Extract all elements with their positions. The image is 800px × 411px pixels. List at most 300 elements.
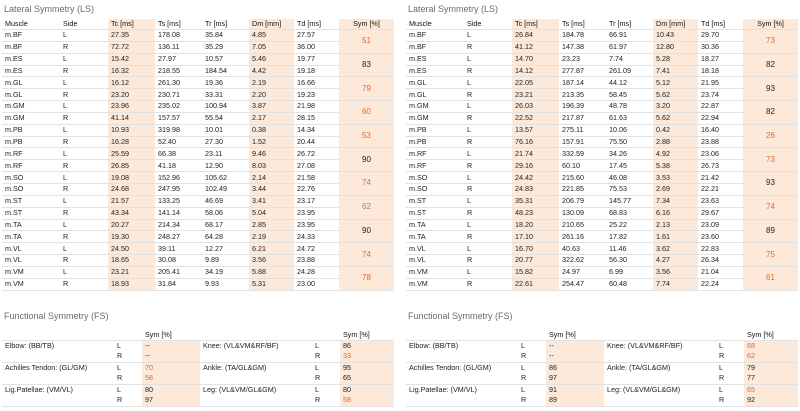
cell-dm: 4.27 — [653, 255, 698, 267]
fs-sym-value: 77 — [744, 373, 798, 384]
sym-value: 78 — [339, 266, 394, 290]
cell-muscle: m.TA — [409, 231, 426, 241]
header-dm: Dm [mm] — [653, 19, 698, 30]
cell-tr: 7.74 — [609, 54, 623, 64]
fs-row — [406, 340, 798, 351]
cell-muscle: m.PB — [409, 125, 427, 135]
lateral-symmetry-title: Lateral Symmetry (LS) — [408, 4, 499, 14]
cell-dm: 7.34 — [653, 195, 698, 207]
fs-sym-value: 91 — [546, 384, 604, 395]
functional-symmetry-title: Functional Symmetry (FS) — [408, 310, 513, 321]
cell-td: 22.83 — [701, 243, 719, 253]
cell-side: R — [467, 160, 473, 170]
fs-sym-value: 92 — [744, 395, 798, 406]
fs-sym-value: 79 — [744, 362, 798, 373]
cell-dm: 5.04 — [249, 207, 294, 219]
fs-row — [2, 395, 394, 406]
fs-row — [406, 395, 798, 406]
sym-value: 75 — [743, 243, 798, 267]
cell-ts: 319.98 — [158, 125, 180, 135]
table-row — [2, 219, 394, 231]
table-row — [2, 243, 394, 255]
fs-label: Leg: (VL&VM/GL&GM) — [200, 384, 312, 395]
header-side: Side — [467, 19, 482, 28]
cell-td: 22.94 — [701, 113, 719, 123]
sym-value: 26 — [743, 124, 798, 148]
header-tr: Tr [ms] — [609, 19, 632, 28]
cell-muscle: m.ES — [5, 54, 23, 64]
sym-value: 51 — [339, 30, 394, 54]
cell-td: 23.88 — [701, 137, 719, 147]
cell-tc: 21.74 — [512, 148, 559, 160]
cell-side: L — [63, 125, 67, 135]
cell-td: 16.66 — [297, 77, 315, 87]
cell-tc: 23.96 — [108, 101, 155, 113]
cell-tr: 23.11 — [205, 148, 223, 158]
cell-side: L — [63, 196, 67, 206]
sym-value: 62 — [339, 195, 394, 219]
cell-td: 19.77 — [297, 54, 315, 64]
cell-tr: 35.29 — [205, 42, 223, 52]
cell-muscle: m.ES — [5, 65, 23, 75]
cell-tr: 9.89 — [205, 255, 219, 265]
cell-tr: 11.46 — [609, 243, 627, 253]
fs-side: L — [312, 384, 340, 395]
cell-dm: 2.19 — [249, 77, 294, 89]
cell-td: 28.15 — [297, 113, 315, 123]
fs-side: L — [114, 362, 142, 373]
cell-dm: 12.80 — [653, 41, 698, 53]
fs-label — [406, 373, 518, 384]
cell-ts: 221.85 — [562, 184, 584, 194]
fs-header-sym: Sym [%] — [145, 329, 172, 339]
cell-dm: 0.38 — [249, 124, 294, 136]
cell-ts: 210.65 — [562, 219, 584, 229]
cell-muscle: m.SO — [5, 184, 24, 194]
cell-tr: 19.36 — [205, 77, 223, 87]
table-row — [2, 148, 394, 160]
cell-muscle: m.GM — [5, 101, 25, 111]
cell-ts: 215.60 — [562, 172, 584, 182]
cell-td: 23.00 — [297, 279, 315, 289]
cell-ts: 206.79 — [562, 196, 584, 206]
cell-muscle: m.SO — [409, 172, 428, 182]
cell-td: 24.28 — [297, 267, 315, 277]
cell-dm: 10.43 — [653, 30, 698, 42]
cell-ts: 41.18 — [158, 160, 176, 170]
cell-dm: 5.88 — [249, 266, 294, 278]
cell-ts: 235.02 — [158, 101, 180, 111]
cell-dm: 2.13 — [653, 219, 698, 231]
cell-dm: 2.85 — [249, 219, 294, 231]
cell-muscle: m.ST — [409, 196, 427, 206]
fs-side: R — [315, 373, 321, 383]
cell-tc: 24.68 — [108, 183, 155, 195]
sym-value: 60 — [339, 101, 394, 125]
cell-ts: 60.10 — [562, 160, 580, 170]
cell-side: L — [467, 30, 471, 40]
cell-muscle: m.TA — [5, 219, 22, 229]
cell-td: 24.72 — [297, 243, 315, 253]
table-row — [406, 183, 798, 195]
fs-row — [406, 384, 798, 395]
fs-sym-value: 65 — [744, 384, 798, 395]
fs-header-sym: Sym [%] — [343, 329, 370, 339]
cell-td: 23.63 — [701, 196, 719, 206]
cell-tr: 261.09 — [609, 65, 631, 75]
table-row — [2, 41, 394, 53]
table-row — [406, 172, 798, 184]
cell-dm: 5.62 — [653, 89, 698, 101]
cell-ts: 40.63 — [562, 243, 580, 253]
header-ts: Ts [ms] — [158, 19, 181, 28]
cell-side: R — [63, 160, 69, 170]
table-row — [406, 53, 798, 65]
fs-row — [2, 362, 394, 373]
cell-td: 23.74 — [701, 89, 719, 99]
fs-header-sym: Sym [%] — [747, 329, 774, 339]
cell-muscle: m.ES — [409, 54, 427, 64]
cell-side: R — [63, 65, 69, 75]
cell-tr: 17.45 — [609, 160, 627, 170]
fs-side: L — [716, 362, 744, 373]
cell-side: L — [63, 148, 67, 158]
cell-tc: 25.59 — [108, 148, 155, 160]
table-row — [406, 266, 798, 278]
cell-tc: 24.83 — [512, 183, 559, 195]
cell-dm: 6.16 — [653, 207, 698, 219]
fs-label: Knee: (VL&VM&RF/BF) — [200, 340, 312, 351]
cell-tc: 41.14 — [108, 112, 155, 124]
fs-label — [604, 351, 716, 362]
cell-td: 21.42 — [701, 172, 719, 182]
cell-tc: 14.12 — [512, 65, 559, 77]
cell-ts: 30.08 — [158, 255, 176, 265]
lateral-symmetry-table — [2, 19, 394, 291]
fs-side: L — [518, 362, 546, 373]
cell-tr: 68.17 — [205, 219, 223, 229]
fs-side: R — [521, 351, 527, 361]
cell-side: L — [63, 54, 67, 64]
fs-side: R — [518, 395, 546, 406]
table-row — [406, 231, 798, 243]
fs-sym-value: 97 — [142, 395, 200, 406]
cell-dm: 2.20 — [249, 89, 294, 101]
cell-td: 26.34 — [701, 255, 719, 265]
cell-dm: 4.92 — [653, 148, 698, 160]
cell-dm: 3.62 — [653, 243, 698, 255]
cell-tr: 12.27 — [205, 243, 223, 253]
cell-tr: 44.12 — [609, 77, 627, 87]
cell-tr: 10.57 — [205, 54, 223, 64]
cell-dm: 5.28 — [653, 53, 698, 65]
cell-ts: 31.84 — [158, 279, 176, 289]
table-header-row — [2, 19, 394, 30]
header-ts: Ts [ms] — [562, 19, 585, 28]
sym-value: 53 — [339, 124, 394, 148]
table-row — [406, 41, 798, 53]
header-td: Td [ms] — [701, 19, 725, 28]
cell-dm: 2.17 — [249, 112, 294, 124]
cell-muscle: m.ST — [409, 208, 427, 218]
cell-muscle: m.BF — [5, 30, 23, 40]
cell-muscle: m.ST — [5, 208, 23, 218]
cell-muscle: m.PB — [409, 137, 427, 147]
fs-row — [406, 351, 798, 362]
cell-td: 21.98 — [297, 101, 315, 111]
cell-td: 22.87 — [701, 101, 719, 111]
cell-dm: 2.88 — [653, 136, 698, 148]
cell-side: R — [63, 113, 69, 123]
cell-ts: 277.87 — [562, 65, 584, 75]
table-row — [406, 136, 798, 148]
sym-value: 61 — [743, 266, 798, 290]
cell-tc: 15.42 — [108, 53, 155, 65]
fs-label: Lig.Patellae: (VM/VL) — [2, 384, 114, 395]
table-row — [2, 124, 394, 136]
cell-side: R — [63, 137, 69, 147]
cell-tc: 24.42 — [512, 172, 559, 184]
cell-dm: 5.46 — [249, 53, 294, 65]
cell-tr: 58.45 — [609, 89, 627, 99]
cell-tc: 21.57 — [108, 195, 155, 207]
fs-sym-value: 68 — [744, 340, 798, 351]
cell-td: 21.58 — [297, 172, 315, 182]
cell-tr: 27.30 — [205, 137, 223, 147]
cell-tr: 6.99 — [609, 267, 623, 277]
cell-ts: 322.62 — [562, 255, 584, 265]
sym-value: 74 — [339, 243, 394, 267]
cell-side: L — [467, 54, 471, 64]
fs-side: R — [312, 395, 340, 406]
cell-tr: 75.50 — [609, 137, 627, 147]
fs-label — [2, 351, 114, 362]
cell-ts: 147.38 — [562, 42, 584, 52]
fs-side: L — [114, 384, 142, 395]
cell-side: L — [467, 77, 471, 87]
cell-tc: 16.32 — [108, 65, 155, 77]
sym-value: 90 — [339, 219, 394, 243]
table-row — [2, 30, 394, 42]
cell-muscle: m.GL — [409, 89, 427, 99]
cell-ts: 136.11 — [158, 42, 180, 52]
cell-tc: 76.16 — [512, 136, 559, 148]
cell-tr: 46.08 — [609, 172, 627, 182]
cell-muscle: m.TA — [409, 219, 426, 229]
fs-row — [2, 351, 394, 362]
cell-muscle: m.BF — [409, 30, 427, 40]
table-row — [406, 278, 798, 290]
cell-side: R — [63, 255, 69, 265]
table-row — [2, 101, 394, 113]
fs-label — [604, 395, 716, 406]
cell-tr: 102.49 — [205, 184, 227, 194]
cell-tc: 43.34 — [108, 207, 155, 219]
sym-value: 82 — [743, 101, 798, 125]
cell-td: 22.76 — [297, 184, 315, 194]
cell-tr: 55.54 — [205, 113, 223, 123]
table-row — [406, 219, 798, 231]
cell-td: 20.44 — [297, 137, 315, 147]
fs-side: R — [719, 373, 725, 383]
cell-muscle: m.BF — [5, 42, 23, 52]
fs-label: Elbow: (BB/TB) — [2, 340, 114, 351]
fs-side: L — [312, 340, 340, 351]
cell-td: 23.09 — [701, 219, 719, 229]
cell-ts: 27.97 — [158, 54, 176, 64]
header-sym: Sym [%] — [743, 19, 798, 30]
fs-sym-value: -- — [546, 351, 604, 362]
cell-tc: 16.28 — [108, 136, 155, 148]
table-row — [2, 278, 394, 290]
cell-muscle: m.VM — [5, 267, 24, 277]
cell-td: 18.18 — [701, 65, 719, 75]
cell-muscle: m.RF — [409, 148, 427, 158]
cell-tc: 24.50 — [108, 243, 155, 255]
cell-muscle: m.GL — [5, 89, 23, 99]
cell-side: L — [467, 196, 471, 206]
cell-tr: 58.06 — [205, 208, 223, 218]
table-row — [406, 89, 798, 101]
cell-side: L — [63, 172, 67, 182]
header-muscle: Muscle — [5, 19, 28, 28]
cell-ts: 130.09 — [562, 208, 584, 218]
table-row — [2, 172, 394, 184]
fs-sym-value: 97 — [546, 373, 604, 384]
cell-muscle: m.GM — [409, 101, 429, 111]
cell-ts: 157.91 — [562, 137, 584, 147]
cell-td: 29.67 — [701, 208, 719, 218]
cell-tr: 25.22 — [609, 219, 627, 229]
header-td: Td [ms] — [297, 19, 321, 28]
cell-tc: 16.12 — [108, 77, 155, 89]
cell-dm: 6.21 — [249, 243, 294, 255]
cell-tc: 19.08 — [108, 172, 155, 184]
cell-td: 23.95 — [297, 219, 315, 229]
cell-td: 19.18 — [297, 65, 315, 75]
cell-tr: 64.28 — [205, 231, 223, 241]
fs-sym-value: -- — [142, 351, 200, 362]
table-row — [406, 195, 798, 207]
cell-side: L — [467, 267, 471, 277]
cell-muscle: m.SO — [409, 184, 428, 194]
table-row — [406, 30, 798, 42]
fs-side: L — [114, 340, 142, 351]
cell-side: L — [63, 243, 67, 253]
cell-td: 23.60 — [701, 231, 719, 241]
table-row — [406, 160, 798, 172]
fs-header-row — [2, 329, 394, 341]
fs-label — [406, 351, 518, 362]
cell-tc: 18.20 — [512, 219, 559, 231]
table-row — [406, 255, 798, 267]
cell-side: R — [63, 231, 69, 241]
fs-label: Knee: (VL&VM&RF/BF) — [604, 340, 716, 351]
cell-tr: 9.93 — [205, 279, 219, 289]
cell-tc: 35.31 — [512, 195, 559, 207]
fs-side: L — [518, 340, 546, 351]
cell-muscle: m.PB — [5, 125, 23, 135]
table-row — [406, 124, 798, 136]
cell-side: R — [63, 42, 69, 52]
cell-tr: 34.26 — [609, 148, 627, 158]
cell-tc: 26.85 — [108, 160, 155, 172]
cell-ts: 39.11 — [158, 243, 176, 253]
cell-side: L — [63, 219, 67, 229]
cell-muscle: m.BF — [409, 42, 427, 52]
cell-ts: 254.47 — [562, 279, 584, 289]
cell-ts: 187.14 — [562, 77, 584, 87]
cell-ts: 133.25 — [158, 196, 180, 206]
sym-value: 73 — [743, 30, 798, 54]
cell-tr: 10.01 — [205, 125, 223, 135]
cell-tc: 19.30 — [108, 231, 155, 243]
sym-value: 93 — [743, 77, 798, 101]
cell-tr: 61.63 — [609, 113, 627, 123]
fs-side: L — [716, 384, 744, 395]
cell-dm: 3.41 — [249, 195, 294, 207]
fs-sym-value: 80 — [142, 384, 200, 395]
fs-sym-value: 86 — [340, 340, 394, 351]
cell-tr: 105.62 — [205, 172, 227, 182]
cell-ts: 141.14 — [158, 208, 180, 218]
fs-label: Ankle: (TA/GL&GM) — [200, 362, 312, 373]
cell-side: L — [467, 172, 471, 182]
header-tc: Tc [ms] — [108, 19, 155, 30]
cell-td: 27.57 — [297, 30, 315, 40]
cell-td: 24.33 — [297, 231, 315, 241]
table-row — [2, 53, 394, 65]
table-row — [2, 195, 394, 207]
header-side: Side — [63, 19, 78, 28]
table-row — [2, 255, 394, 267]
cell-ts: 247.95 — [158, 184, 180, 194]
fs-side: R — [117, 373, 123, 383]
cell-tc: 17.10 — [512, 231, 559, 243]
cell-muscle: m.VL — [5, 243, 22, 253]
cell-side: R — [467, 42, 473, 52]
fs-label — [200, 395, 312, 406]
fs-side: R — [521, 373, 527, 383]
cell-td: 22.24 — [701, 279, 719, 289]
cell-ts: 23.23 — [562, 54, 580, 64]
cell-ts: 213.35 — [562, 89, 584, 99]
cell-td: 14.34 — [297, 125, 315, 135]
sym-value: 93 — [743, 172, 798, 196]
cell-side: L — [467, 243, 471, 253]
cell-muscle: m.RF — [5, 160, 23, 170]
functional-symmetry-table — [2, 329, 394, 407]
fs-row — [2, 340, 394, 351]
fs-row — [406, 362, 798, 373]
cell-side: R — [63, 89, 69, 99]
cell-tc: 18.65 — [108, 255, 155, 267]
cell-tr: 56.30 — [609, 255, 627, 265]
cell-muscle: m.RF — [409, 160, 427, 170]
cell-tc: 22.52 — [512, 112, 559, 124]
cell-dm: 4.85 — [249, 30, 294, 42]
cell-td: 21.04 — [701, 267, 719, 277]
cell-muscle: m.ES — [409, 65, 427, 75]
cell-tc: 26.03 — [512, 101, 559, 113]
cell-td: 36.00 — [297, 42, 315, 52]
cell-ts: 248.27 — [158, 231, 180, 241]
cell-ts: 178.08 — [158, 30, 180, 40]
fs-label: Lig.Patellae: (VM/VL) — [406, 384, 518, 395]
sym-value: 79 — [339, 77, 394, 101]
cell-dm: 3.87 — [249, 101, 294, 113]
cell-side: R — [467, 137, 473, 147]
